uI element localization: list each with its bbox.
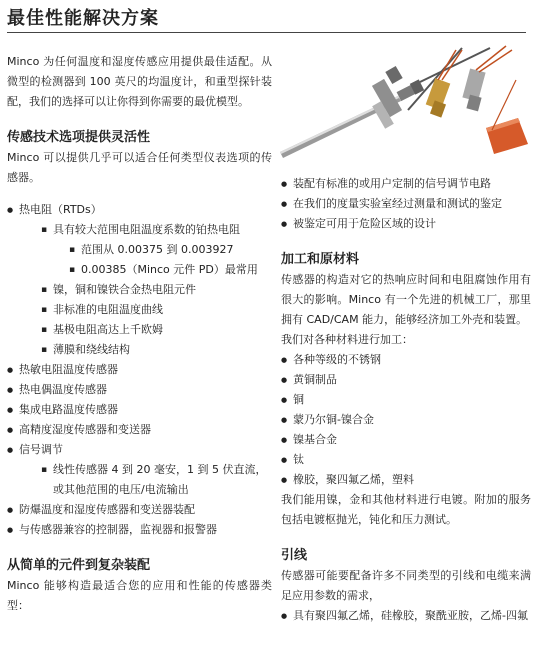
assembly-features-list	[281, 174, 531, 234]
section-heading-leads: 引线	[281, 548, 308, 563]
list-item: ● 被鉴定可用于危险区域的设计	[281, 214, 531, 234]
section-heading-components: 从简单的元件到复杂装配	[7, 558, 151, 573]
intro-paragraph: Minco 为任何温度和湿度传感应用提供最佳适配。从微型的检测器到 100 英尺的均温度计，和重型探针装配，我们的选择可以让你得到你需要的最优模型。	[7, 55, 272, 108]
sensor-products-photo	[280, 40, 530, 168]
materials-intro: 我们对各种材料进行加工：	[281, 333, 413, 346]
list-item: ● 与传感器兼容的控制器，监视器和报警器	[7, 520, 272, 540]
leads-paragraph: 传感器可能要配备许多不同类型的引线和电缆来满足应用参数的需求，	[281, 569, 531, 602]
left-column	[7, 52, 272, 616]
sensor-types-list	[7, 200, 272, 540]
list-item: ● 在我们的度量实验室经过测量和测试的鉴定	[281, 194, 531, 214]
list-item: ▪ 镍，铜和镍铁合金热电阻元件	[41, 280, 272, 300]
list-item: ▪ 线性传感器 4 到 20 毫安，1 到 5 伏直流，或其他范围的电压/电流输出	[41, 460, 272, 500]
list-item: ● 各种等级的不锈钢	[281, 350, 531, 370]
list-item: ▪ 薄膜和绕线结构	[41, 340, 272, 360]
components-paragraph: Minco 能够构造最适合您的应用和性能的传感器类型：	[7, 579, 272, 612]
list-item: ● 装配有标准的或用户定制的信号调节电路	[281, 174, 531, 194]
list-item: ● 集成电路温度传感器	[7, 400, 272, 420]
list-item: ● 钛	[281, 450, 531, 470]
list-item: ● 热敏电阻温度传感器	[7, 360, 272, 380]
list-item: ● 防爆温度和湿度传感器和变送器装配	[7, 500, 272, 520]
list-item: ● 具有聚四氟乙烯，硅橡胶，聚酰亚胺，乙烯-四氟	[281, 606, 531, 626]
section-heading-sensing-options: 传感技术选项提供灵活性	[7, 130, 151, 145]
list-item: ● 热电偶温度传感器	[7, 380, 272, 400]
materials-paragraph: 传感器的构造对它的热响应时间和电阻腐蚀作用有很大的影响。Minco 有一个先进的机械工厂，那里拥有 CAD/CAM 能力，能够经济加工外壳和装置。	[281, 273, 531, 326]
list-item: ▪ 具有较大范围电阻温度系数的铂热电阻 ▪ 范围从 0.00375 到 0.003927 ▪ 0.00385（Minco 元件 PD）最常用	[41, 220, 272, 280]
rtd-coefficient-list	[69, 240, 272, 280]
plating-paragraph: 我们能用镍，金和其他材料进行电镀。附加的服务包括电镀枢抛光，钝化和压力测试。	[281, 493, 531, 526]
signal-sub-list	[41, 460, 272, 500]
list-item: ● 信号调节 ▪ 线性传感器 4 到 20 毫安，1 到 5 伏直流，或其他范围的电压/电流输出	[7, 440, 272, 500]
list-item: ▪ 基极电阻高达上千欧姆	[41, 320, 272, 340]
list-item: ● 铜	[281, 390, 531, 410]
list-item: ● 高精度湿度传感器和变送器	[7, 420, 272, 440]
rtd-sub-list	[41, 220, 272, 360]
title-divider	[7, 32, 526, 33]
list-item: ▪ 非标准的电阻温度曲线	[41, 300, 272, 320]
list-item: ● 镍基合金	[281, 430, 531, 450]
page-title: 最佳性能解决方案	[7, 8, 159, 29]
right-column	[281, 174, 531, 626]
sensing-options-paragraph: Minco 可以提供几乎可以适合任何类型仪表选项的传感器。	[7, 151, 272, 184]
list-item: ▪ 0.00385（Minco 元件 PD）最常用	[69, 260, 272, 280]
leads-list	[281, 606, 531, 626]
list-item: ● 黄铜制品	[281, 370, 531, 390]
materials-list	[281, 350, 531, 490]
section-heading-materials: 加工和原材料	[281, 252, 360, 267]
list-item: ● 蒙乃尔铜-镍合金	[281, 410, 531, 430]
list-item: ● 热电阻（RTDs） ▪ 具有较大范围电阻温度系数的铂热电阻 ▪ 范围从 0.00375 到 0.003927 ▪ 0.00385（Minco 元件 PD）最常用 ▪ 镍，铜和镍铁合金热电阻元件 ▪ 非标准的电阻温度曲线 ▪ 基极电阻高达上千欧姆 ▪ 薄膜和绕线结构	[7, 200, 272, 360]
list-item: ▪ 范围从 0.00375 到 0.003927	[69, 240, 272, 260]
list-item: ● 橡胶，聚四氟乙烯，塑料	[281, 470, 531, 490]
